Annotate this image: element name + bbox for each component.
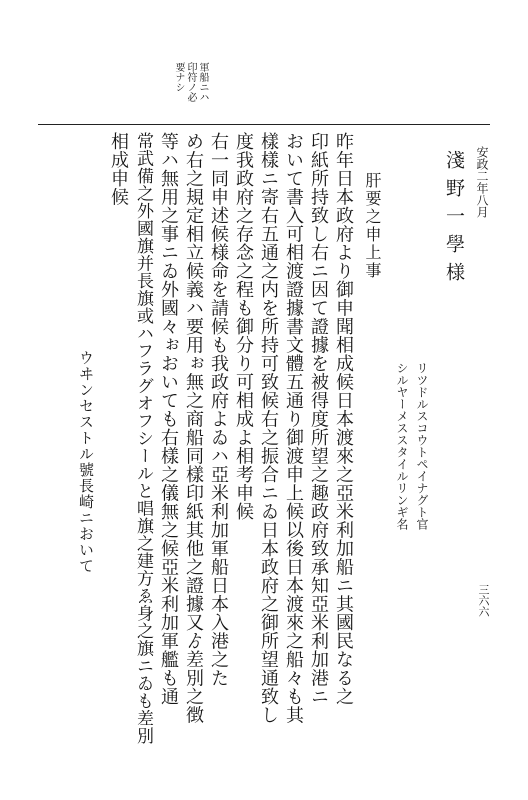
heading: 肝要之申上事 bbox=[363, 172, 382, 280]
margin-note-line: 印符ノ必 bbox=[185, 62, 196, 102]
body-line: 右一同申述候様命を請候も我政府よゐハ亞米利加軍船日本入港之た bbox=[208, 132, 229, 687]
margin-note bbox=[172, 62, 208, 102]
sender-line-2: シルヤーメススタイルリンギ名 bbox=[395, 362, 409, 530]
signature: ウヰンセストル號長崎ニおいて bbox=[77, 350, 95, 574]
page-number: 三六六 bbox=[477, 584, 490, 617]
date-line: 安政二年八月 bbox=[475, 146, 489, 218]
body-line: 印紙所持致し右ニ因て證據を被得度所望之趣政府致承知亞米利加港ニ bbox=[308, 132, 329, 706]
addressee: 淺野一學様 bbox=[443, 150, 465, 290]
body-line: 等ハ無用之事ニゐ外國々ぉおいても右樣之儀無之候亞米利加軍艦も通 bbox=[158, 132, 179, 706]
body-line: おいて書入可相渡證據書文體五通り御渡申上候以後日本渡來之船々も其 bbox=[283, 132, 304, 724]
body-line: め右之規定相立候義ハ要用ぉ無之商船同樣印紙其他之證據又ゟ差別之徴 bbox=[183, 132, 204, 724]
body-line: 昨年日本政府より御申聞相成候日本渡來之亞米利加船ニ其國民なる之 bbox=[333, 132, 354, 706]
body-line: 樣樣ニ寄右五通之内を所持可致候右之振合ニゐ日本政府之御所望通致し bbox=[258, 132, 279, 724]
body-line: 相成申候 bbox=[108, 132, 129, 206]
margin-note-line: 軍船ニハ bbox=[197, 62, 208, 102]
margin-note-line: 要ナシ bbox=[173, 62, 184, 92]
body-line: 常武備之外國旗并長旗或ハフラグオフシールと唱旗之建方ゑ身之旗ニゐも差別 bbox=[133, 132, 153, 745]
header-rule bbox=[38, 124, 490, 125]
sender-line-1: リツドルスコウトペイナグト官 bbox=[415, 362, 429, 530]
body-line: 度我政府之存念之程も御分り可相成よ相考申候 bbox=[233, 132, 254, 521]
